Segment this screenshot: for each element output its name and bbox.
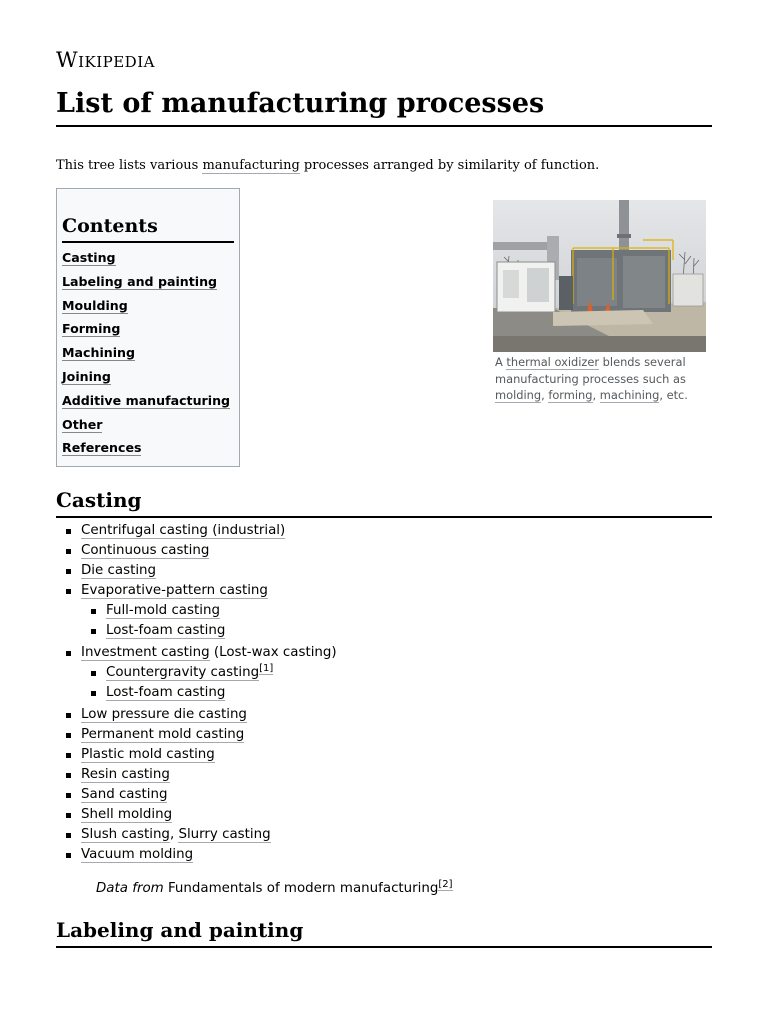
toc-link-moulding[interactable]: Moulding bbox=[62, 297, 128, 313]
toc-link-forming[interactable]: Forming bbox=[62, 321, 121, 337]
investment-casting-note: (Lost-wax casting) bbox=[209, 645, 337, 660]
casting-process-list bbox=[56, 521, 712, 865]
toc-list bbox=[62, 247, 234, 461]
lost-foam-casting-link[interactable]: Lost-foam casting bbox=[106, 685, 226, 700]
centrifugal-casting-link[interactable]: Centrifugal casting (industrial) bbox=[81, 523, 286, 538]
toc-item bbox=[62, 437, 234, 461]
wordmark-text: Wikipedia bbox=[56, 48, 155, 72]
list-item bbox=[56, 785, 712, 805]
slurry-casting-link[interactable]: Slurry casting bbox=[178, 827, 271, 842]
reference-1-link[interactable]: [1] bbox=[259, 663, 274, 674]
list-item bbox=[56, 521, 712, 541]
thumbnail-figure bbox=[493, 200, 706, 404]
list-item bbox=[56, 765, 712, 785]
thumbnail-caption bbox=[493, 354, 706, 404]
toc-link-casting[interactable]: Casting bbox=[62, 250, 116, 265]
toc-item bbox=[62, 295, 234, 319]
list-item bbox=[56, 541, 712, 561]
molding-link[interactable]: molding bbox=[495, 388, 542, 402]
toc-item bbox=[62, 366, 234, 390]
countergravity-casting-link[interactable]: Countergravity casting bbox=[106, 665, 260, 680]
reference-marker bbox=[259, 663, 273, 675]
source-title: Fundamentals of modern manufacturing bbox=[163, 881, 439, 896]
evaporative-pattern-casting-link[interactable]: Evaporative-pattern casting bbox=[81, 583, 268, 598]
list-item bbox=[56, 643, 712, 703]
plastic-mold-casting-link[interactable]: Plastic mold casting bbox=[81, 747, 215, 762]
toc-item bbox=[62, 390, 234, 414]
vacuum-molding-link[interactable]: Vacuum molding bbox=[81, 847, 194, 862]
caption-text: blends several manufacturing processes such as bbox=[495, 355, 686, 386]
list-item bbox=[56, 825, 712, 845]
die-casting-link[interactable]: Die casting bbox=[81, 563, 157, 578]
source-prefix: Data from bbox=[96, 881, 164, 896]
forming-link[interactable]: forming bbox=[548, 388, 593, 402]
lost-foam-casting-link[interactable]: Lost-foam casting bbox=[106, 623, 226, 638]
list-item bbox=[56, 705, 712, 725]
source-note bbox=[96, 879, 453, 899]
list-separator: , bbox=[169, 827, 179, 842]
permanent-mold-casting-link[interactable]: Permanent mold casting bbox=[81, 727, 245, 742]
caption-text: , etc. bbox=[659, 388, 688, 402]
toc-item bbox=[62, 318, 234, 342]
manufacturing-link[interactable]: manufacturing bbox=[202, 158, 300, 173]
toc-item bbox=[62, 342, 234, 366]
list-item bbox=[56, 745, 712, 765]
machining-link[interactable]: machining bbox=[599, 388, 660, 402]
shell-molding-link[interactable]: Shell molding bbox=[81, 807, 173, 822]
toc-item bbox=[62, 414, 234, 438]
toc-link-references[interactable]: References bbox=[62, 440, 142, 456]
low-pressure-die-casting-link[interactable]: Low pressure die casting bbox=[81, 707, 247, 722]
caption-separator: , bbox=[541, 388, 549, 402]
reference-marker bbox=[438, 879, 452, 891]
toc-title: Contents bbox=[62, 213, 234, 243]
reference-2-link[interactable]: [2] bbox=[438, 879, 453, 890]
toc-item bbox=[62, 271, 234, 295]
toc-item bbox=[62, 247, 234, 271]
toc-link-joining[interactable]: Joining bbox=[62, 368, 111, 384]
wikipedia-wordmark[interactable] bbox=[56, 48, 155, 72]
thermal-oxidizer-photo[interactable] bbox=[493, 200, 706, 352]
intro-paragraph bbox=[56, 157, 599, 175]
page-title: List of manufacturing processes bbox=[56, 86, 712, 127]
list-item bbox=[81, 663, 712, 683]
intro-text-after: processes arranged by similarity of function. bbox=[299, 158, 600, 173]
list-item bbox=[56, 561, 712, 581]
intro-text-before: This tree lists various bbox=[56, 158, 203, 173]
table-of-contents bbox=[56, 188, 240, 467]
nested-list bbox=[81, 663, 712, 703]
caption-separator: , bbox=[592, 388, 600, 402]
list-item bbox=[56, 805, 712, 825]
sand-casting-link[interactable]: Sand casting bbox=[81, 787, 168, 802]
list-item bbox=[81, 621, 712, 641]
toc-link-other[interactable]: Other bbox=[62, 416, 103, 432]
thermal-oxidizer-link[interactable]: thermal oxidizer bbox=[506, 355, 600, 369]
list-item bbox=[56, 725, 712, 745]
continuous-casting-link[interactable]: Continuous casting bbox=[81, 543, 210, 558]
resin-casting-link[interactable]: Resin casting bbox=[81, 767, 170, 782]
toc-link-labeling-and-painting[interactable]: Labeling and painting bbox=[62, 273, 218, 289]
toc-link-additive-manufacturing[interactable]: Additive manufacturing bbox=[62, 392, 231, 408]
nested-list bbox=[81, 601, 712, 641]
list-item bbox=[81, 683, 712, 703]
list-item bbox=[56, 845, 712, 865]
full-mold-casting-link[interactable]: Full-mold casting bbox=[106, 603, 220, 618]
slush-casting-link[interactable]: Slush casting bbox=[81, 827, 170, 842]
list-item bbox=[81, 601, 712, 621]
toc-link-machining[interactable]: Machining bbox=[62, 345, 136, 361]
caption-text: A bbox=[495, 355, 507, 369]
section-heading-labeling-and-painting: Labeling and painting bbox=[56, 917, 712, 948]
section-heading-casting: Casting bbox=[56, 487, 712, 518]
list-item bbox=[56, 581, 712, 641]
investment-casting-link[interactable]: Investment casting bbox=[81, 645, 210, 660]
